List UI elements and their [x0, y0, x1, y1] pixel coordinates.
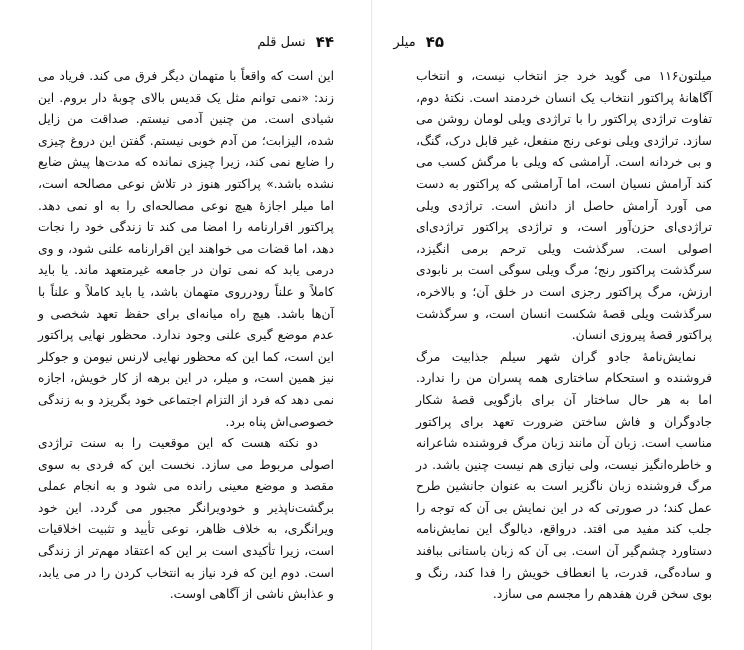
left-page-body: [38, 66, 334, 606]
right-paragraph-2: نمایش‌نامهٔ جادو گران شهر سیلم جذابیت مرگ فروشنده و استحکام ساختاری همه پسران من را ندارد. اما به هر حال ساختار آن برای بازگویی قصهٔ شکار جادوگران و فاش ساختن ضرورت تعهد برای پراکتور مناسب است. زبان آن مانند زبان مرگ فروشنده شاعرانه و خاطره‌انگیز نیست، ولی نیازی هم نیست چنین باشد. در مرگ فروشنده زبان ناگزیر است به عنوان جانشین طرح عمل کند؛ در صورتی که در این نمایش بی آن که توجه را جلب کند مفید می افتد. درواقع، دیالوگ این نمایش‌نامه دستاورد چشم‌گیر آن است. بی آن که زبان باستانی ببافند و ساده‌گی، قدرت، یا انعطاف خویش را فدا کند، رنگ و بوی سخن قرن هفدهم را مجسم می سازد.: [416, 349, 712, 602]
right-page-body: [416, 66, 712, 606]
left-page-number: ۴۴: [315, 33, 334, 51]
right-page: [372, 0, 744, 650]
right-page-header: [393, 30, 444, 54]
right-page-number: ۴۵: [425, 33, 444, 51]
left-paragraph-2: دو نکته هست که این موقعیت را به سنت تراژدی اصولی مربوط می سازد. نخست این که فردی به سوی مقصد و موضع معینی رانده می شود و به انجام عملی برگشت‌ناپذیر و خودویرانگر مجبور می گردد. این خود ویرانگری، به خلاف ظاهر، نوعی تأیید و تثبیت اخلاقیات است، زیرا تأکیدی است بر این که اعتقاد مهم‌تر از زندگی است. دوم این که فرد نیاز به انتخاب کردن را در می یابد، و عذابش ناشی از آگاهی اوست.: [38, 436, 334, 602]
right-running-title: میلر: [393, 34, 416, 50]
left-page-header: [257, 30, 334, 54]
left-paragraph-1: این است که واقعاً با متهمان دیگر فرق می کند. فریاد می زند: «نمی توانم مثل یک قدیس بالای چوبهٔ دار بروم. این شیادی است. من چنین آدمی نیستم. صداقت من زایل شده، الیزابت؛ من آدم خوبی نیستم. گفتن این دروغ چیزی را ضایع نمی کند، زیرا چیزی نمانده که مدت‌ها پیش ضایع نشده باشد.» پراکتور هنوز در تلاش نوعی مصالحه است، اما میلر اجازهٔ هیچ نوعی مصالحه‌ای را به او نمی دهد. پراکتور اقرارنامه را امضا می کند تا زندگی خود را نجات دهد، اما قضات می خواهند این اقرارنامه علنی شود، و وی درمی یابد که نمی توان در جامعه غیرمتعهد ماند. یا باید کاملاً و علناً رودرروی متهمان باشد، یا باید کاملاً و علناً با آن‌ها باشد. هیچ راه میانه‌ای برای حفظ تعهد شخصی و عدم موضع گیری علنی وجود ندارد. محظور نهایی پراکتور این است، کما این که محظور نهایی لارنس نیومن و جوکلر نیز همین است، و میلر، در این برهه از کار خویش، اجازه نمی دهد که فرد از التزام اجتماعی خود بگریزد و به زندگی خصوصی‌اش پناه برد.: [38, 69, 334, 429]
left-running-title: نسل قلم: [257, 34, 306, 50]
right-paragraph-1: میلتون۱۱۶ می گوید خرد جز انتخاب نیست، و انتخاب آگاهانهٔ پراکتور انتخاب یک انسان خردمند است. نکتهٔ دوم، تفاوت تراژدی پراکتور را با تراژدی ویلی لومان روشن می سازد. تراژدی ویلی نوعی رنج منفعل، غیر قابل درک، گنگ، و بی خردانه است. آرامشی که ویلی با مرگش کسب می کند آرامش نسیان است، اما آرامشی که پراکتور به دست می آورد آرامش حاصل از دانش است. تراژدی ویلی تراژدی‌ای حزن‌آور است، و تراژدی پراکتور تراژدی‌ای اصولی است. سرگذشت ویلی ترحم برمی انگیزد، سرگذشت پراکتور رنج؛ مرگ ویلی سوگی است بر نابودی ارزش، مرگ پراکتور رجزی است در خلق آن؛ و بالاخره، سرگذشت ویلی قصهٔ شکست انسان است، و سرگذشت پراکتور قصهٔ پیروزی انسان.: [416, 69, 712, 343]
